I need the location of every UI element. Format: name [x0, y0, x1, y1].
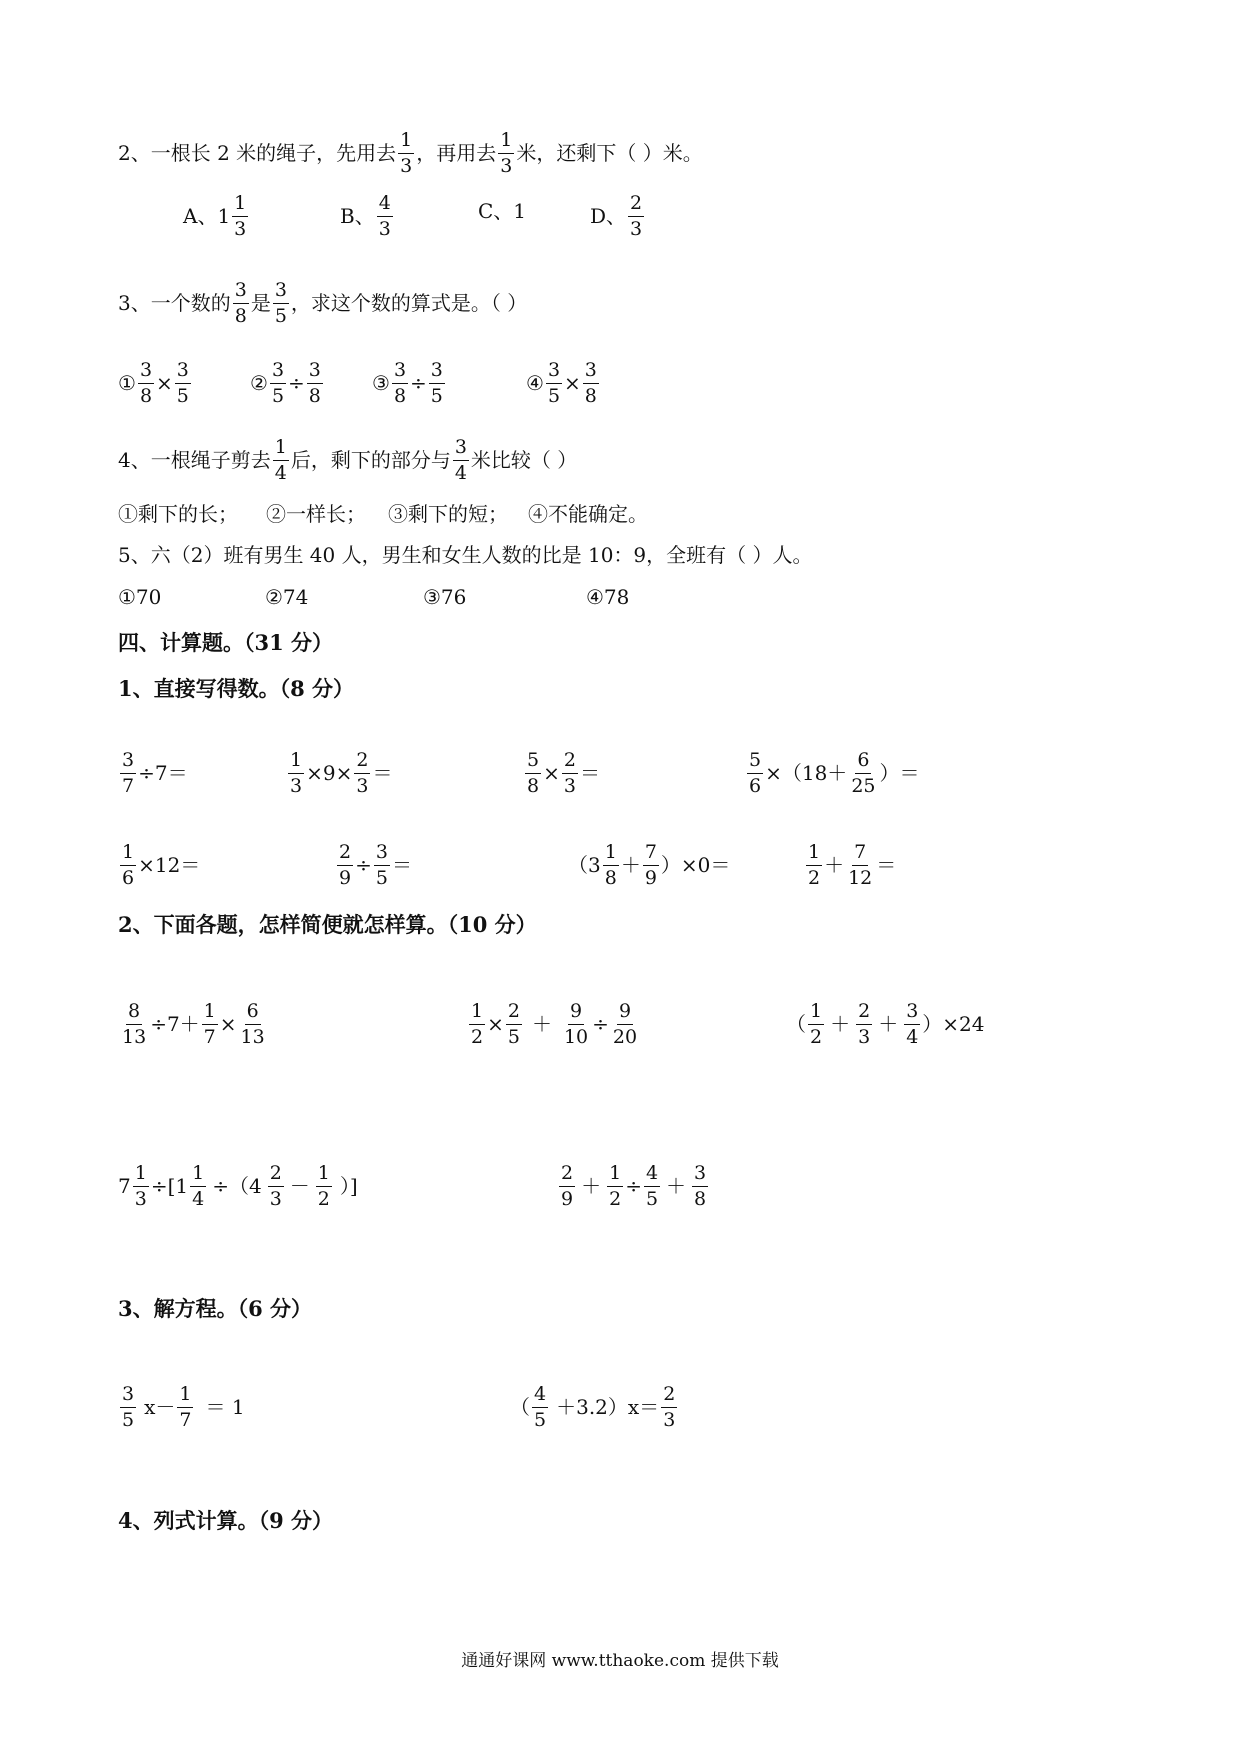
q2-stem-a: 2、一根长 2 米的绳子，先用去 — [118, 141, 397, 166]
question-3: 3、一个数的 3 8 是 3 5 ，求这个数的算式是。（ ） — [118, 279, 528, 327]
q2-stem-b: ，再用去 — [416, 141, 497, 166]
q5-option-3: ③76 — [423, 585, 467, 609]
subsection-2-title: 2、下面各题，怎样简便就怎样算。（10 分） — [118, 912, 537, 937]
q3-option-3: ③ $\frac{3}{8}$ ÷ $\frac{3}{5}$ — [372, 359, 443, 407]
calc1-f: $\frac{2}{9}$ ÷ $\frac{3}{5}$ ＝ — [339, 841, 412, 889]
q4-option-1: ①剩下的长； — [118, 502, 238, 526]
calc1-d: $\frac{5}{6}$ ×（18＋ 6 25 ）＝ — [749, 749, 920, 797]
calc1-b: $\frac{1}{3}$ ×9× $\frac{2}{3}$ ＝ — [290, 749, 393, 797]
calc1-e: $\frac{1}{6}$ ×12＝ — [122, 841, 201, 889]
fraction: 1 3 — [500, 129, 513, 177]
q2-option-c: C、1 — [478, 199, 527, 223]
q5-option-1: ①70 — [118, 585, 162, 609]
subsection-3-title: 3、解方程。（6 分） — [118, 1296, 313, 1321]
q3-option-1: ① $\frac{3}{8}$ × $\frac{3}{5}$ — [118, 359, 189, 407]
q2-option-b: B、 4 3 — [340, 192, 391, 240]
question-2 — [118, 130, 703, 176]
q4-options — [118, 504, 648, 524]
q4-option-3: ③剩下的短； — [388, 502, 508, 526]
calc1-h: 1 2 ＋ 7 12 ＝ — [808, 841, 897, 889]
calc2-b: $\frac{1}{2}$ × $\frac{2}{5}$ ＋ $\frac{9}{10}$ ÷ $\frac{9}{20}$ — [471, 1000, 638, 1048]
question-4: 4、一根绳子剪去 1 4 后，剩下的部分与 3 4 米比较（ ） — [118, 436, 578, 484]
subsection-4-title: 4、列式计算。（9 分） — [118, 1508, 334, 1533]
q4-option-2: ②一样长； — [266, 502, 366, 526]
calc2-c: （ 1 2 ＋ 2 3 ＋ 3 4 ）×24 — [786, 1000, 985, 1048]
calc1-a: $\frac{3}{7}$ ÷7＝ — [122, 749, 188, 797]
calc2-d: 7 $\frac{1}{3}$ ÷[1 $\frac{1}{4}$ ÷（4 2 3 － 1 2 ）] — [118, 1162, 358, 1210]
calc1-c: $\frac{5}{8}$ × $\frac{2}{3}$ ＝ — [527, 749, 600, 797]
calc1-g: （3 1 8 ＋ 7 9 ）×0＝ — [568, 841, 731, 889]
q2-option-a: A、1 1 3 — [183, 192, 247, 240]
q5-option-4: ④78 — [586, 585, 630, 609]
q2-stem-c: 米，还剩下（ ）米。 — [516, 141, 703, 166]
footer: 通通好课网 www.tthaoke.com 提供下载 — [461, 1651, 779, 1671]
question-5: 5、六（2）班有男生 40 人，男生和女生人数的比是 10：9，全班有（ ）人。 — [118, 543, 813, 567]
q3-option-2: ② $\frac{3}{5}$ ÷ $\frac{3}{8}$ — [250, 359, 321, 407]
q2-option-d: D、 2 3 — [590, 192, 643, 240]
equation-1: 3 5 x－ 1 7 ＝ 1 — [122, 1383, 245, 1431]
q3-option-4: ④ $\frac{3}{5}$ × $\frac{3}{8}$ — [526, 359, 597, 407]
calc2-a: $\frac{8}{13}$ ÷7＋ $\frac{1}{7}$ × $\frac{6}{13}$ — [122, 1000, 265, 1048]
calc2-e: 2 9 ＋ $\frac{1}{2}$ ÷ $\frac{4}{5}$ ＋ 3 8 — [561, 1162, 707, 1210]
equation-2: （ 4 5 ＋3.2）x＝ 2 3 — [510, 1383, 676, 1431]
subsection-1-title: 1、直接写得数。（8 分） — [118, 676, 355, 701]
q4-option-4: ④不能确定。 — [528, 502, 648, 526]
section-title: 四、计算题。（31 分） — [118, 630, 334, 655]
q5-option-2: ②74 — [265, 585, 309, 609]
fraction: 1 3 — [400, 129, 413, 177]
